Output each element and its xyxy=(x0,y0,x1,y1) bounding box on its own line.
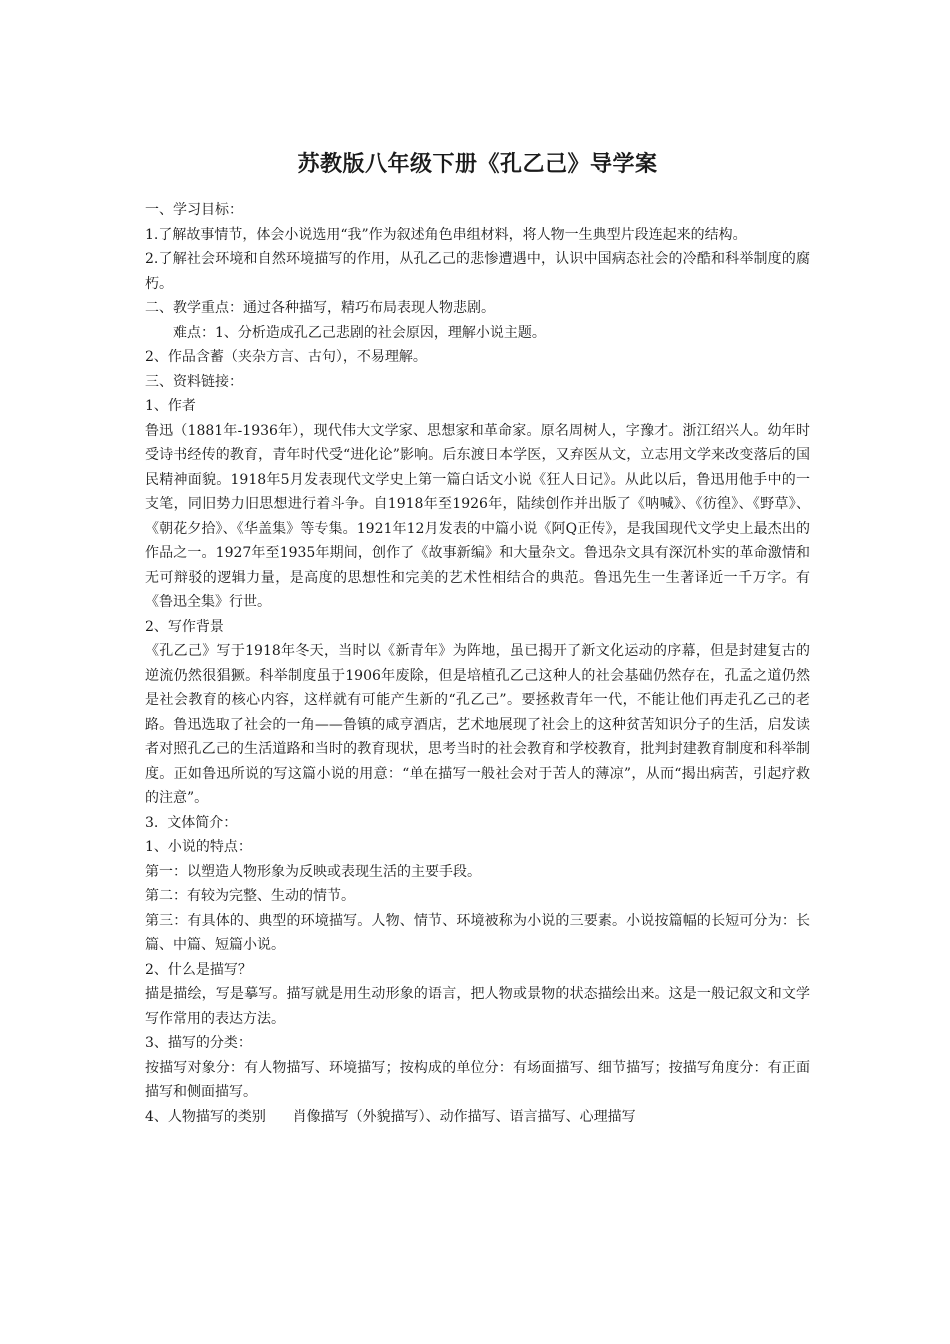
paragraph: 2、什么是描写？ xyxy=(145,961,252,978)
document-title: 苏教版八年级下册《孔乙己》导学案 xyxy=(297,152,658,177)
paragraph: 2、写作背景 xyxy=(145,618,224,635)
paragraph: 第一：以塑造人物形象为反映或表现生活的主要手段。 xyxy=(145,863,481,880)
document-page xyxy=(145,150,810,1129)
paragraph: 《孔乙己》写于1918年冬天，当时以《新青年》为阵地，虽已揭开了新文化运动的序幕，但是封建复古的逆流仍然很猖獗。科举制度虽于1906年废除，但是培植孔乙己这种人的社会基础仍然存在，孔孟之道仍然是社会教育的核心内容，这样就有可能产生新的“孔乙己”。要拯救青年一代，不能让他们再走孔乙己的老路。鲁迅选取了社会的一角——鲁镇的咸亨酒店，艺术地展现了社会上的这种贫苦知识分子的生活，启发读者对照孔乙己的生活道路和当时的教育现状，思考当时的社会教育和学校教育，批判封建教育制度和科举制度。正如鲁迅所说的写这篇小说的用意：“单在描写一般社会对于苦人的薄凉”，从而“揭出病苦，引起疗救的注意”。 xyxy=(145,643,810,806)
paragraph: 1、作者 xyxy=(145,398,196,414)
paragraph: 4、人物描写的类别 肖像描写（外貌描写）、动作描写、语言描写、心理描写 xyxy=(145,1108,636,1125)
paragraph: 3. 文体简介： xyxy=(145,814,238,831)
paragraph: 第二：有较为完整、生动的情节。 xyxy=(145,888,355,904)
paragraph: 二、教学重点：通过各种描写，精巧布局表现人物悲剧。 xyxy=(145,300,495,316)
paragraph: 三、资料链接： xyxy=(145,373,243,390)
paragraph: 1、小说的特点： xyxy=(145,839,252,855)
paragraph: 2、作品含蓄（夹杂方言、古句），不易理解。 xyxy=(145,349,427,365)
paragraph: 2.了解社会环境和自然环境描写的作用，从孔乙己的悲惨遭遇中，认识中国病态社会的冷酷和科举制度的腐朽。 xyxy=(145,251,810,292)
paragraph: 按描写对象分：有人物描写、环境描写；按构成的单位分：有场面描写、细节描写；按描写角度分：有正面描写和侧面描写。 xyxy=(145,1059,810,1100)
paragraph: 一、学习目标： xyxy=(145,202,243,218)
document-body xyxy=(145,198,810,1129)
paragraph: 鲁迅（1881年-1936年），现代伟大文学家、思想家和革命家。原名周树人，字豫才。浙江绍兴人。幼年时受诗书经传的教育，青年时代受“进化论”影响。后东渡日本学医，又弃医从文，立志用文学来改变落后的国民精神面貌。1918年5月发表现代文学史上第一篇白话文小说《狂人日记》。从此以后，鲁迅用他手中的一支笔，同旧势力旧思想进行着斗争。自1918年至1926年，陆续创作并出版了《呐喊》、《彷徨》、《野草》、《朝花夕拾》、《华盖集》等专集。1921年12月发表的中篇小说《阿Q正传》，是我国现代文学史上最杰出的作品之一。1927年至1935年期间，创作了《故事新编》和大量杂文。鲁迅杂文具有深沉朴实的革命激情和无可辩驳的逻辑力量，是高度的思想性和完美的艺术性相结合的典范。鲁迅先生一生著译近一千万字。有《鲁迅全集》行世。 xyxy=(145,422,810,610)
paragraph: 3、描写的分类： xyxy=(145,1035,252,1051)
paragraph: 难点：1、分析造成孔乙己悲剧的社会原因，理解小说主题。 xyxy=(173,324,546,341)
paragraph: 1.了解故事情节，体会小说选用“我”作为叙述角色串组材料，将人物一生典型片段连起来的结构。 xyxy=(145,226,747,243)
paragraph: 描是描绘，写是摹写。描写就是用生动形象的语言，把人物或景物的状态描绘出来。这是一般记叙文和文学写作常用的表达方法。 xyxy=(145,986,810,1027)
paragraph: 第三：有具体的、典型的环境描写。人物、情节、环境被称为小说的三要素。小说按篇幅的长短可分为：长篇、中篇、短篇小说。 xyxy=(145,912,810,953)
